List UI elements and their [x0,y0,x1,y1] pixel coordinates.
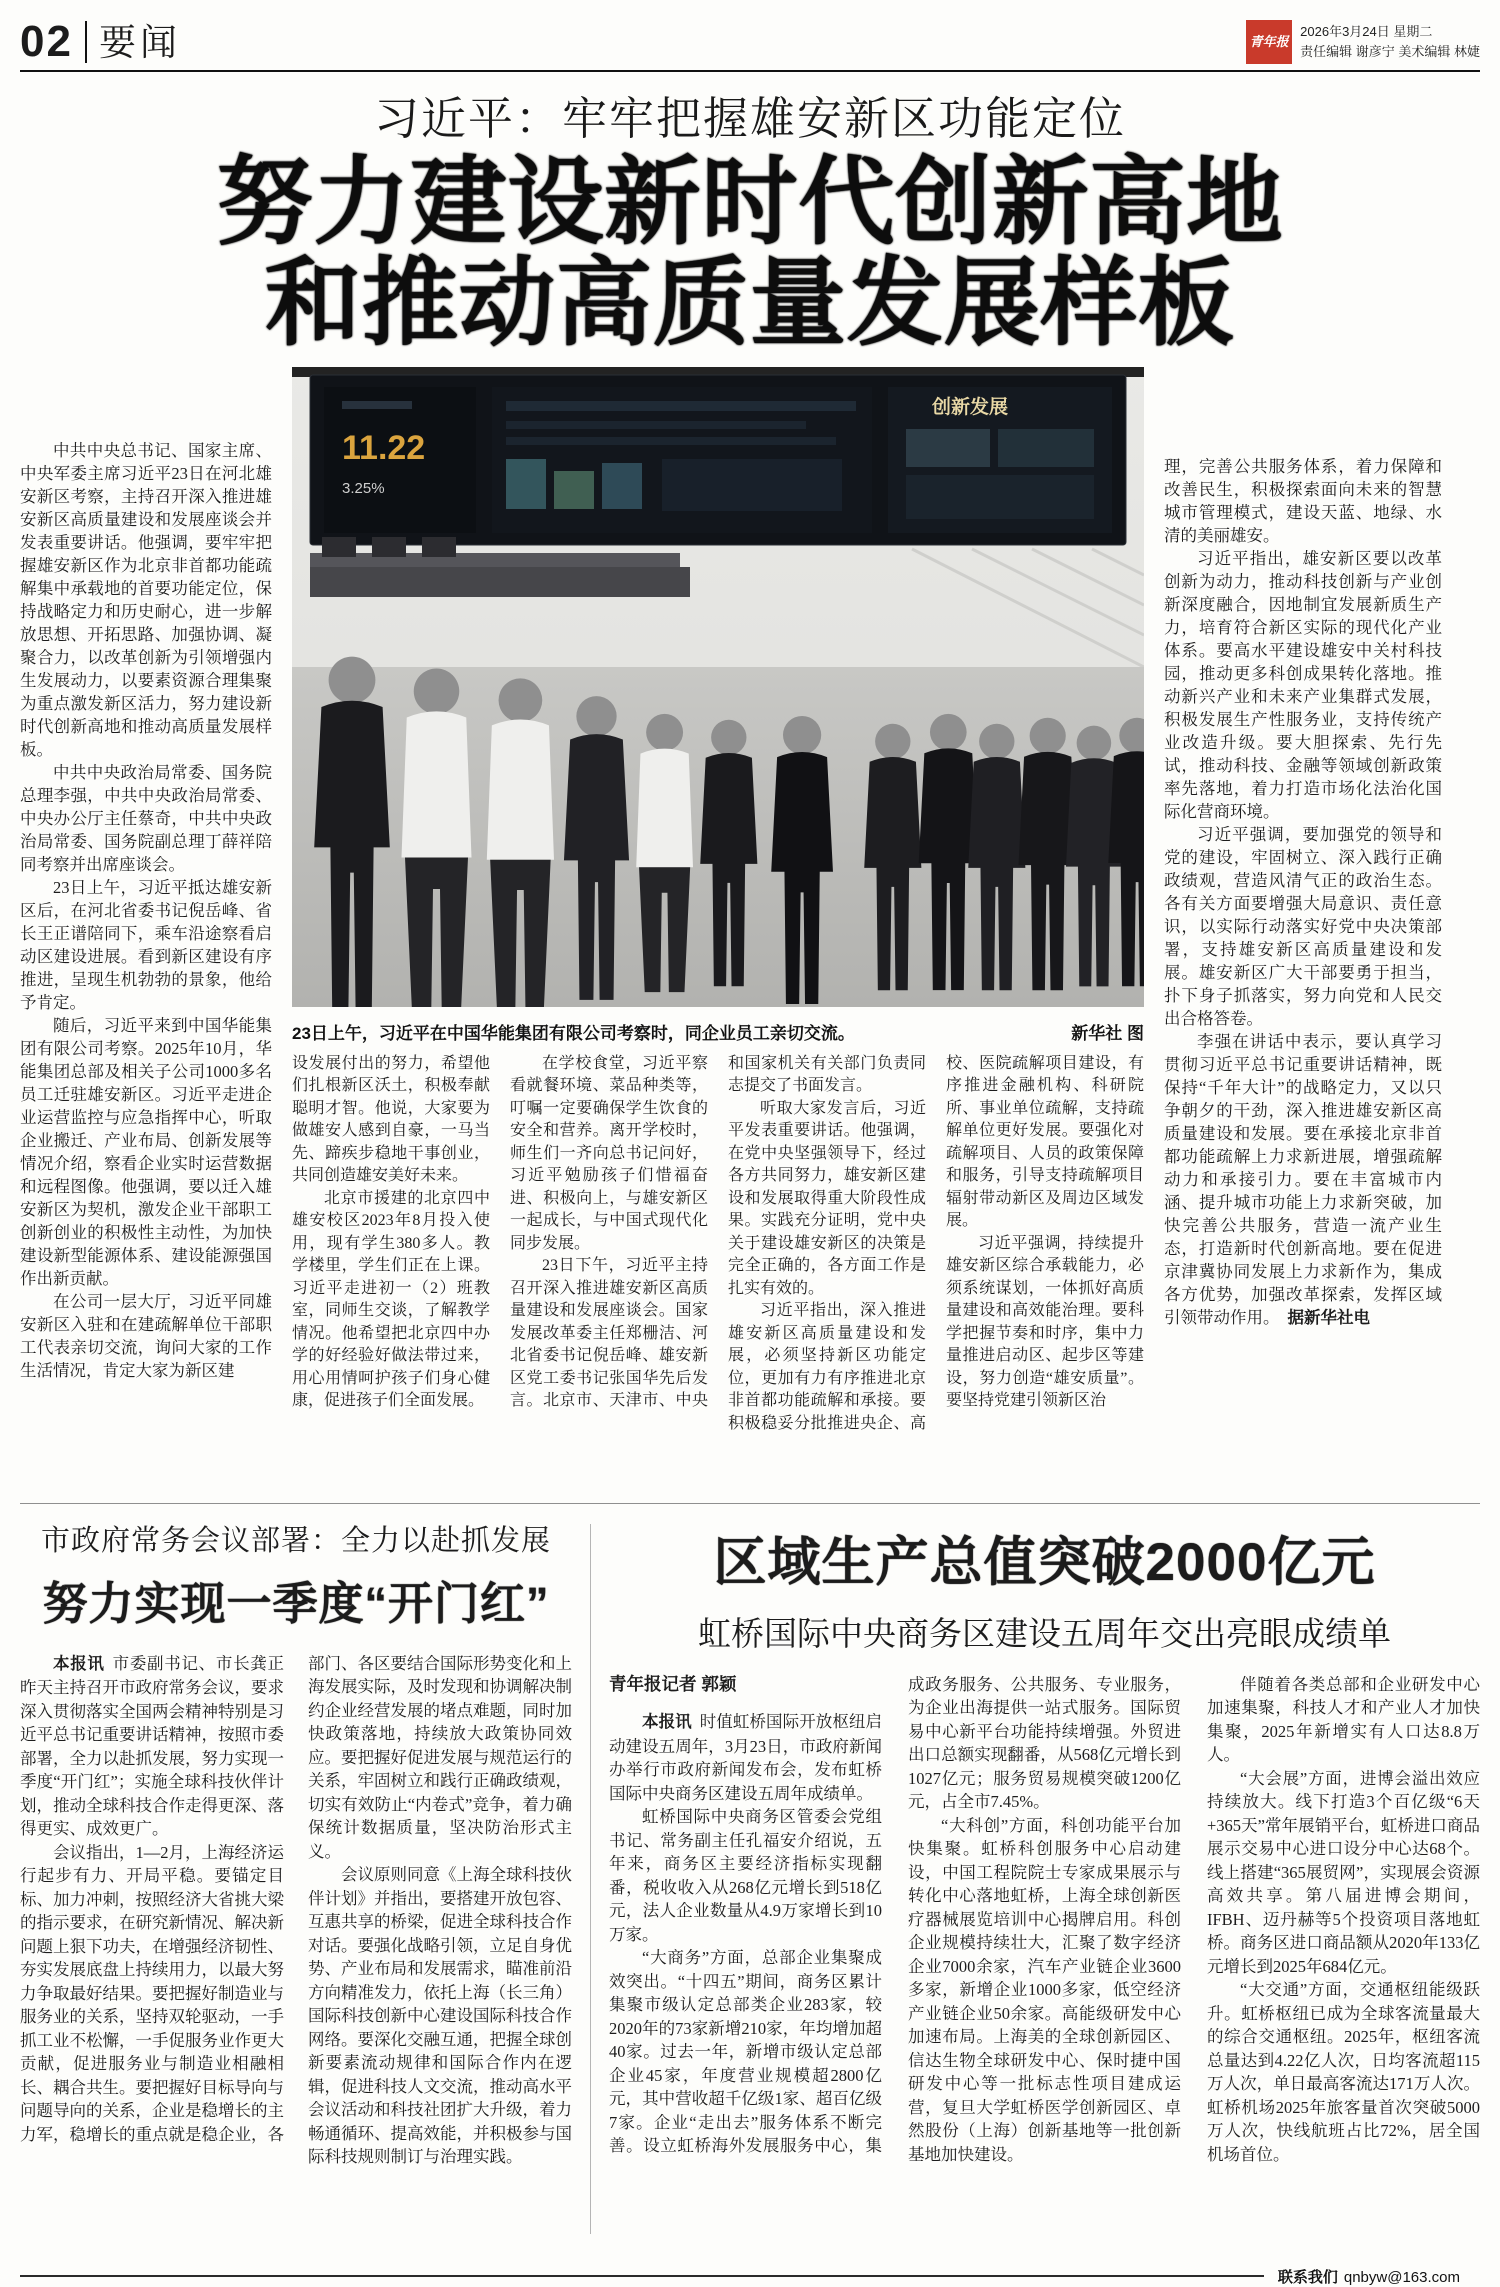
paragraph: 23日上午，习近平抵达雄安新区后，在河北省委书记倪岳峰、省长王正谱陪同下，乘车沿途察看启动区建设进展。看到新区建设有序推进，呈现生机勃勃的景象，他给予肯定。 [20,877,272,1012]
main-article-headline [20,149,1480,357]
contact-email: qnbyw@163.com [1343,2268,1460,2286]
main-article-kicker: 习近平：牢牢把握雄安新区功能定位 [373,93,1126,144]
paragraph: 习近平强调，持续提升雄安新区综合承载能力，必须系统谋划，一体抓好高质量建设和高效能治理。要科学把握节奏和时序，集中力量推进启动区、起步区等建设，努力创造“雄安质量”。要坚持党建引领新区治 [946,1234,1144,1410]
paragraph: 随后，习近平来到中国华能集团有限公司考察。2025年10月，华能集团总部及相关子公司1000多名员工迁驻雄安新区。习近平走进企业运营监控与应急指挥中心，听取企业搬迁、产业布局、创新发展等情况介绍，察看企业实时运营数据和远程图像。他强调，要以迁入雄安新区为契机，激发企业干部职工创新创业的积极性主动性，为加快建设新型能源体系、建设能源强国作出新贡献。 [20,1015,272,1288]
paragraph: 在学校食堂，习近平察看就餐环境、菜品种类等，叮嘱一定要确保学生饮食的安全和营养。离开学校时，师生们一齐向总书记问好，习近平勉励孩子们惜福奋进、积极向上，与雄安新区一起成长，与中国式现代化同步发展。 [510,1054,708,1252]
main-middle-column [292,367,1144,1489]
paragraph: 北京市援建的北京四中雄安校区2023年8月投入使用，现有学生380多人。教学楼里，学生们正在上课。习近平走进初一（2）班教室，同师生交谈，了解教学情况。他希望把北京四中办学的好经验好做法带过来，用心用情呵护孩子们身心健康，促进孩子们全面发展。 [292,1189,490,1410]
dateline-label: 本报讯 [642,1713,692,1732]
bottom-left-body [20,1652,572,2240]
paragraph: 习近平指出，深入推进雄安新区高质量建设和发展，必须坚持新区功能定位，更加有力有序推进北京非首都功能疏解和承接。要积极稳妥分批推进央企、高校、医院疏解项目建设，有序推进金融机构、科研院所、事业单位疏解，支持疏解单位更好发展。要强化对疏解项目、人员的政策保障和服务，引导支持疏解项目辐射带动新区及周边区域发展。 [728,1054,1144,1432]
main-right-column [1164,367,1442,1489]
photo-caption-row [292,1019,1144,1044]
paragraph: 习近平指出，雄安新区要以改革创新为动力，推动科技创新与产业创新深度融合，因地制宜发展新质生产力，培育符合新区实际的现代化产业体系。要高水平建设雄安中关村科技园，推动更多科创成果转化落地。推动新兴产业和未来产业集群式发展，积极发展生产性服务业，支持传统产业改造升级。要大胆探索、先行先试，推动科技、金融等领域创新政策率先落地，着力打造市场化法治化国际化营商环境。 [1164,548,1442,821]
paragraph: “大商务”方面，总部企业集聚成效突出。“十四五”期间，商务区累计集聚市级认定总部类企业283家，较2020年的73家新增210家，年均增加超40家。过去一年，新增市级认定总部企业45家，年度营业规模超2800亿元，其中营收超千亿级1家、超百亿级7家。企业“走出去”服务体系不断完善。设立虹桥海外发展服务中心，集成政务服务、公共服务、专业服务，为企业出海提供一站式服务。国际贸易中心新平台功能持续增强。外贸进出口总额实现翻番，从568亿元增长到1027亿元；服务贸易规模突破1200亿元，占全市7.45%。 [609,1674,1181,2156]
page-number: 02 [20,17,73,66]
paragraph: “大会展”方面，进博会溢出效应持续放大。线下打造3个百亿级“6天+365天”常年展销平台，虹桥进口商品展示交易中心进口设分中心达68个。线上搭建“365展贸网”，实现展会资源高效共享。第八届进博会期间，IFBH、迈丹赫等5个投资项目落地虹桥。商务区进口商品额从2020年133亿元增长到2025年684亿元。 [1207,1768,1480,1976]
main-left-column [20,367,272,1489]
main-middle-text-columns [292,1053,1144,1478]
screen-metric-1: 11.22 [342,428,426,467]
paragraph: 伴随着各类总部和企业研发中心加速集聚，科技人才和产业人才加快集聚，2025年新增实有人口达8.8万人。 [1207,1674,1480,1765]
paragraph: 中共中央政治局常委、国务院总理李强，中共中央政治局常委、中央办公厅主任蔡奇，中共中央政治局常委、国务院副总理丁薛祥陪同考察并出席座谈会。 [20,762,272,874]
byline: 青年报记者 郭颖 [609,1673,737,1694]
paragraph: 虹桥国际中央商务区管委会党组书记、常务副主任孔福安介绍说，五年来，商务区主要经济指标实现翻番，税收收入从268亿元增长到518亿元，法人企业数量从4.9万家增长到10万家。 [609,1807,882,1944]
bottom-section [20,1503,1480,2260]
main-article-body [20,367,1480,1489]
paragraph: 理，完善公共服务体系，着力保障和改善民生，积极探索面向未来的智慧城市管理模式，建设天蓝、地绿、水清的美丽雄安。 [1164,456,1442,545]
headline-line-2: 和推动高质量发展样板 [265,249,1235,357]
paragraph: 23日下午，习近平主持召开深入推进雄安新区高质量建设和发展座谈会。国家发展改革委主任郑栅洁、河北省委书记倪岳峰、雄安新区党工委书记张国华先后发言。北京市、天津市、中央和国家机关有关部门负责同志提交了书面发言。 [510,1054,926,1410]
paragraph: 设发展付出的努力，希望他们扎根新区沃土，积极奉献聪明才智。他说，大家要为做雄安人感到自豪，一马当先、蹄疾步稳地干事创业，共同创造雄安美好未来。 [292,1054,490,1185]
header-divider [85,21,87,63]
bottom-right-body [609,1673,1480,2233]
paragraph: “大科创”方面，科创功能平台加快集聚。虹桥科创服务中心启动建设，中国工程院院士专家成果展示与转化中心落地虹桥，上海全球创新医疗器械展览培训中心揭牌启用。科创企业规模持续壮大，汇聚了数字经济企业7000余家，汽车产业链企业3600多家，新增企业1000多家，低空经济产业链企业50余家。高能级研发中心加速布局。上海美的全球创新园区、信达生物全球研发中心、保时捷中国研发中心等一批标志性项目建成运营，复旦大学虹桥医学创新园区、卓然股份（上海）创新基地等一批创新基地加快建设。 [908,1815,1181,2164]
paragraph: 中共中央总书记、国家主席、中央军委主席习近平23日在河北雄安新区考察，主持召开深入推进雄安新区高质量建设和发展座谈会并发表重要讲话。他强调，要牢牢把握雄安新区作为北京非首都功能疏解集中承载地的首要功能定位，保持战略定力和历史耐心，进一步解放思想、开拓思路、加强协调、凝聚合力，以改革创新为引领增强内生发展动力，以要素资源合理集聚为重点激发新区活力，努力建设新时代创新高地和推动高质量发展样板。 [20,440,272,759]
screen-title: 创新发展 [932,396,1009,418]
headline-line-1: 努力建设新时代创新高地 [216,149,1284,256]
date-line: 2026年3月24日 星期二 [1300,23,1433,39]
page-footer [20,2266,1460,2287]
bottom-left-kicker: 市政府常务会议部署：全力以赴抓发展 [40,1524,551,1557]
paragraph: “大交通”方面，交通枢纽能级跃升。虹桥枢纽已成为全球客流量最大的综合交通枢纽。2025年，枢纽客流总量达到4.22亿人次，日均客流超115万人次，单日最高客流达171万人次。虹桥机场2025年旅客量首次突破5000万人次，快线航班占比72%，居全国机场首位。 [1207,1980,1480,2164]
contact-label: 联系我们 [1277,2268,1338,2286]
bottom-right-headline: 区域生产总值突破2000亿元 [713,1532,1376,1592]
photo-caption: 23日上午，习近平在中国华能集团有限公司考察时，同企业员工亲切交流。 [292,1023,855,1043]
bottom-right-subheadline: 虹桥国际中央商务区建设五周年交出亮眼成绩单 [698,1614,1391,1652]
section-title: 要闻 [98,21,181,63]
bottom-left-headline: 努力实现一季度“开门红” [42,1577,550,1629]
footer-rule [20,2275,1264,2277]
dateline-label: 本报讯 [53,1654,105,1673]
news-photo [292,367,1144,1012]
hongqiao-article [609,1518,1480,2260]
paragraph: 李强在讲话中表示，要认真学习贯彻习近平总书记重要讲话精神，既保持“千年大计”的战略定力，又以只争朝夕的干劲，深入推进雄安新区高质量建设和发展。要在承接北京非首都功能疏解上力求新进展，增强疏解动力和承接引力。要在丰富城市内涵、提升城市功能上力求新突破，加快完善公共服务，营造一流产业生态，打造新时代创新高地。要在促进京津冀协同发展上力求新作为，集成各方优势，加强改革探索，发挥区域引领带动作用。 据新华社电 [1164,1031,1442,1327]
paragraph: 本报讯 时值虹桥国际开放枢纽启动建设五周年，3月23日，市政府新闻办举行市政府新闻发布会，发布虹桥国际中央商务区建设五周年成绩单。 [609,1712,883,1803]
article-divider [590,1524,591,2234]
right-column-paragraphs [1164,455,1442,1030]
masthead-meta [1300,22,1480,62]
masthead [20,12,1480,72]
contact-info [1278,2266,1460,2287]
paragraph: 会议原则同意《上海全球科技伙伴计划》并指出，要搭建开放包容、互惠共享的桥梁，促进全球科技合作对话。要强化战略引领，立足自身优势、产业布局和发展需求，瞄准前沿方向精准发力，依托上海（长三角）国际科技创新中心建设国际科技合作网络。要深化交融互通，把握全球创新要素流动规律和国际合作内在逻辑，促进科技人文交流，推动高水平会议活动和科技社团扩大升级，着力畅通循环、提高效能，并积极参与国际科技规则制订与治理实践。 [308,1865,572,2167]
paragraph: 本报讯 市委副书记、市长龚正昨天主持召开市政府常务会议，要求深入贯彻落实全国两会精神特别是习近平总书记重要讲话精神，按照市委部署，全力以赴抓发展，努力实现一季度“开门红”；实施全球科技伙伴计划，推动全球科技合作走得更深、落得更实、成效更广。 [20,1653,285,1839]
photo-credit: 新华社 图 [1071,1023,1144,1043]
editors-line: 责任编辑 谢彦宁 美术编辑 林婕 [1300,44,1480,59]
masthead-logo: 青年报 [1246,20,1292,64]
city-government-article [20,1518,572,2260]
paragraph: 听取大家发言后，习近平发表重要讲话。他强调，在党中央坚强领导下，经过各方共同努力，雄安新区建设和发展取得重大阶段性成果。实践充分证明，党中央关于建设雄安新区的决策是完全正确的，各方面工作是扎实有效的。 [728,1099,926,1297]
source-tag: 据新华社电 [1287,1308,1370,1327]
paragraph: 习近平强调，要加强党的领导和党的建设，牢固树立、深入践行正确政绩观，营造风清气正的政治生态。各有关方面要增强大局意识、责任意识，以实际行动落实好党中央决策部署，支持雄安新区高质量建设和发展。雄安新区广大干部要勇于担当，扑下身子抓落实，努力向党和人民交出合格答卷。 [1164,824,1442,1028]
paragraph: 在公司一层大厅，习近平同雄安新区入驻和在建疏解单位干部职工代表亲切交流，询问大家的工作生活情况，肯定大家为新区建 [20,1291,272,1380]
control-room-photo-illustration [292,367,1144,1007]
screen-metric-2: 3.25% [342,479,385,497]
paragraph: 会议指出，1—2月，上海经济运行起步有力、开局平稳。要锚定目标、加力冲刺，按照经济大省挑大梁的指示要求，在研究新情况、解决新问题上狠下功夫，在增强经济韧性、夯实发展底盘上持续用力，以最大努力争取最好结果。要把握好制造业与服务业的关系，坚持双轮驱动，一手抓工业不松懈，一手促服务业作更大贡献，促进服务业与制造业相融相长、耦合共生。要把握好目标导向与问题导向的关系，企业是稳增长的主力军，稳增长的重点就是稳企业，各部门、各区要结合国际形势变化和上海发展实际，及时发现和协调解决制约企业经营发展的堵点难题，同时加快政策落地，持续放大政策协同效应。要把握好促进发展与规范运行的关系，牢固树立和践行正确政绩观，切实有效防止“内卷式”竞争，着力确保统计数据质量，坚决防治形式主义。 [20,1653,572,2144]
